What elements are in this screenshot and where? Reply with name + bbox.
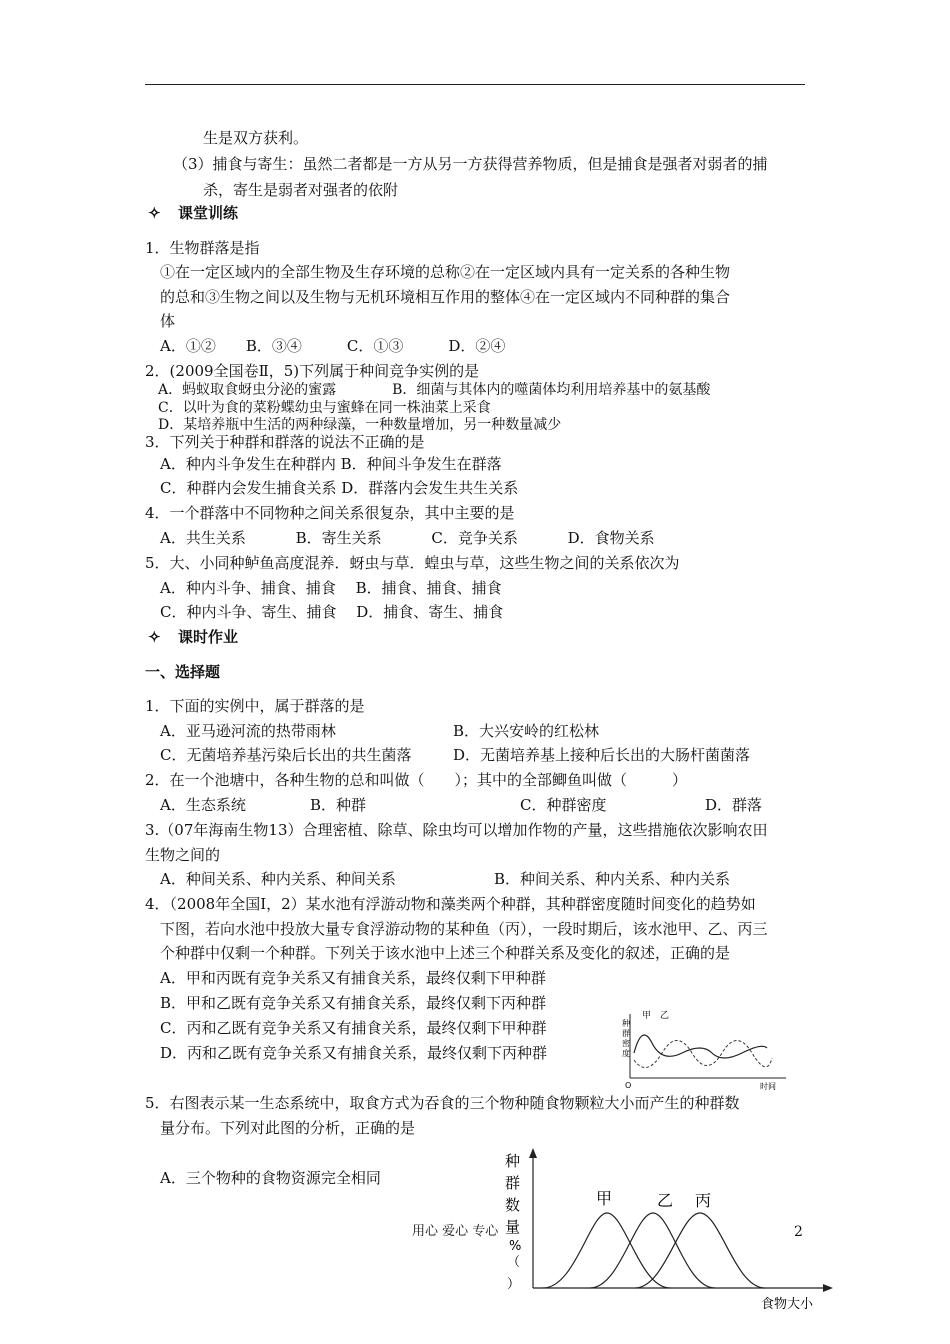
- series-label: 乙: [657, 1191, 674, 1210]
- text-line: 生物之间的: [145, 846, 221, 864]
- diamond-icon: ✧: [148, 628, 161, 646]
- y-label-char: 度: [622, 1049, 630, 1058]
- option: D．某培养瓶中生活的两种绿藻，一种数量增加，另一种数量减少: [158, 417, 562, 433]
- text-line: （3）捕食与寄生：虽然二者都是一方从另一方获得营养物质，但是捕食是强者对弱者的捕: [173, 155, 768, 173]
- x-axis-arrow: [823, 1284, 833, 1292]
- option: A．生态系统: [160, 796, 246, 814]
- series-label: 甲: [596, 1189, 613, 1208]
- option: C．种群内会发生捕食关系 D．群落内会发生共生关系: [160, 479, 519, 497]
- y-label-char: 密: [622, 1039, 630, 1048]
- option: A．亚马逊河流的热带雨林: [160, 722, 336, 740]
- series-label: 丙: [695, 1191, 712, 1210]
- footer-motto: 用心 爱心 专心: [412, 1224, 499, 1239]
- question: 3．下列关于种群和群落的说法不正确的是: [145, 433, 425, 451]
- question: 2．在一个池塘中，各种生物的总和叫做（ ）；其中的全部鲫鱼叫做（ ）: [145, 771, 688, 789]
- y-label-char: ）: [507, 1277, 521, 1292]
- y-axis-arrow: [529, 1148, 537, 1158]
- header-rule: [145, 84, 805, 85]
- y-label-char: %: [509, 1239, 522, 1254]
- option: D．无菌培养基上接种后长出的大肠杆菌菌落: [453, 746, 751, 764]
- question: 2．(2009全国卷Ⅱ，5)下列属于种间竞争实例的是: [145, 362, 480, 380]
- option: C．以叶为食的菜粉蝶幼虫与蜜蜂在同一株油菜上采食: [158, 400, 491, 416]
- option: A．种内斗争、捕食、捕食 B．捕食、捕食、捕食: [160, 579, 502, 597]
- option: B．甲和乙既有竞争关系又有捕食关系，最终仅剩下丙种群: [160, 994, 547, 1012]
- y-label-char: 群: [505, 1174, 521, 1192]
- series-jia-curve: [543, 1213, 670, 1288]
- option: D．丙和乙既有竞争关系又有捕食关系，最终仅剩下丙种群: [160, 1044, 548, 1062]
- option: C．种内斗争、寄生、捕食 D．捕食、寄生、捕食: [160, 603, 504, 621]
- food-size-figure: [495, 1148, 835, 1310]
- option: B．大兴安岭的红松林: [453, 722, 600, 740]
- text-line: 个种群中仅剩一个种群。下列关于该水池中上述三个种群关系及变化的叙述，正确的是: [160, 944, 731, 962]
- option: A．蚂蚁取食蚜虫分泌的蜜露 B．细菌与其体内的噬菌体均利用培养基中的氨基酸: [158, 382, 711, 398]
- question: 5．右图表示某一生态系统中，取食方式为吞食的三个物种随食物颗粒大小而产生的种群数: [145, 1094, 740, 1112]
- text-line: 体: [160, 312, 176, 330]
- page-number: 2: [794, 1224, 803, 1240]
- option: A．种间关系、种内关系、种间关系: [160, 870, 396, 888]
- y-label-char: 群: [622, 1029, 630, 1038]
- series-yi-curve: [590, 1213, 715, 1288]
- options: A．共生关系 B．寄生关系 C．竞争关系 D．食物关系: [160, 529, 655, 547]
- option: C．无菌培养基污染后长出的共生菌落: [160, 746, 412, 764]
- question: 3.（07年海南生物13）合理密植、除草、除虫均可以增加作物的产量，这些措施依次影响农田: [145, 821, 768, 839]
- text-line: 杀，寄生是弱者对强者的依附: [203, 181, 399, 199]
- y-label-char: （: [507, 1255, 521, 1270]
- text-line: ①在一定区域内的全部生物及生存环境的总称②在一定区域内具有一定关系的各种生物: [160, 263, 731, 281]
- series-bing-curve: [635, 1213, 765, 1288]
- text-line: 下图，若向水池中投放大量专食浮游动物的某种鱼（丙），一段时期后，该水池甲、乙、丙三: [160, 920, 768, 938]
- section-heading: 课堂训练: [178, 204, 239, 222]
- question: 4．（2008年全国Ⅰ，2）某水池有浮游动物和藻类两个种群，其种群密度随时间变化的趋势如: [145, 895, 756, 913]
- series-yi-curve: [634, 1041, 772, 1068]
- options: A．①② B．③④ C．①③ D．②④: [160, 337, 506, 355]
- option: C．种群密度: [520, 796, 607, 814]
- section-heading: 课时作业: [178, 628, 239, 646]
- diamond-icon: ✧: [148, 204, 161, 222]
- subsection-heading: 一、选择题: [145, 663, 221, 681]
- option: B．种群: [310, 796, 367, 814]
- text-line: 的总和③生物之间以及生物与无机环境相互作用的整体④在一定区域内不同种群的集合: [160, 288, 731, 306]
- text-line: 量分布。下列对此图的分析，正确的是: [160, 1119, 416, 1137]
- option: A．种内斗争发生在种群内 B．种间斗争发生在群落: [160, 455, 502, 473]
- question: 1．生物群落是指: [145, 239, 260, 257]
- option: B．种间关系、种内关系、种内关系: [494, 870, 731, 888]
- y-label-char: 量: [505, 1218, 521, 1236]
- question: 1．下面的实例中，属于群落的是: [145, 697, 365, 715]
- x-axis-label: 时间: [760, 1082, 776, 1090]
- y-label-char: 种: [622, 1019, 630, 1028]
- option: A．甲和丙既有竞争关系又有捕食关系，最终仅剩下甲种群: [160, 969, 546, 987]
- density-time-figure: [612, 1008, 792, 1090]
- origin-label: O: [625, 1081, 632, 1090]
- question: 4．一个群落中不同物种之间关系很复杂，其中主要的是: [145, 504, 515, 522]
- y-label-char: 数: [505, 1196, 521, 1214]
- series-label: 甲: [642, 1011, 652, 1021]
- series-label: 乙: [660, 1011, 670, 1021]
- option: C．丙和乙既有竞争关系又有捕食关系，最终仅剩下甲种群: [160, 1019, 547, 1037]
- option: D．群落: [705, 796, 763, 814]
- y-label-char: 种: [505, 1152, 521, 1170]
- question: 5．大、小同种鲈鱼高度混养．蚜虫与草．蝗虫与草，这些生物之间的关系依次为: [145, 554, 680, 572]
- x-axis-label: 食物大小: [761, 1297, 814, 1310]
- option: A．三个物种的食物资源完全相同: [160, 1169, 381, 1187]
- text-line: 生是双方获利。: [203, 129, 309, 147]
